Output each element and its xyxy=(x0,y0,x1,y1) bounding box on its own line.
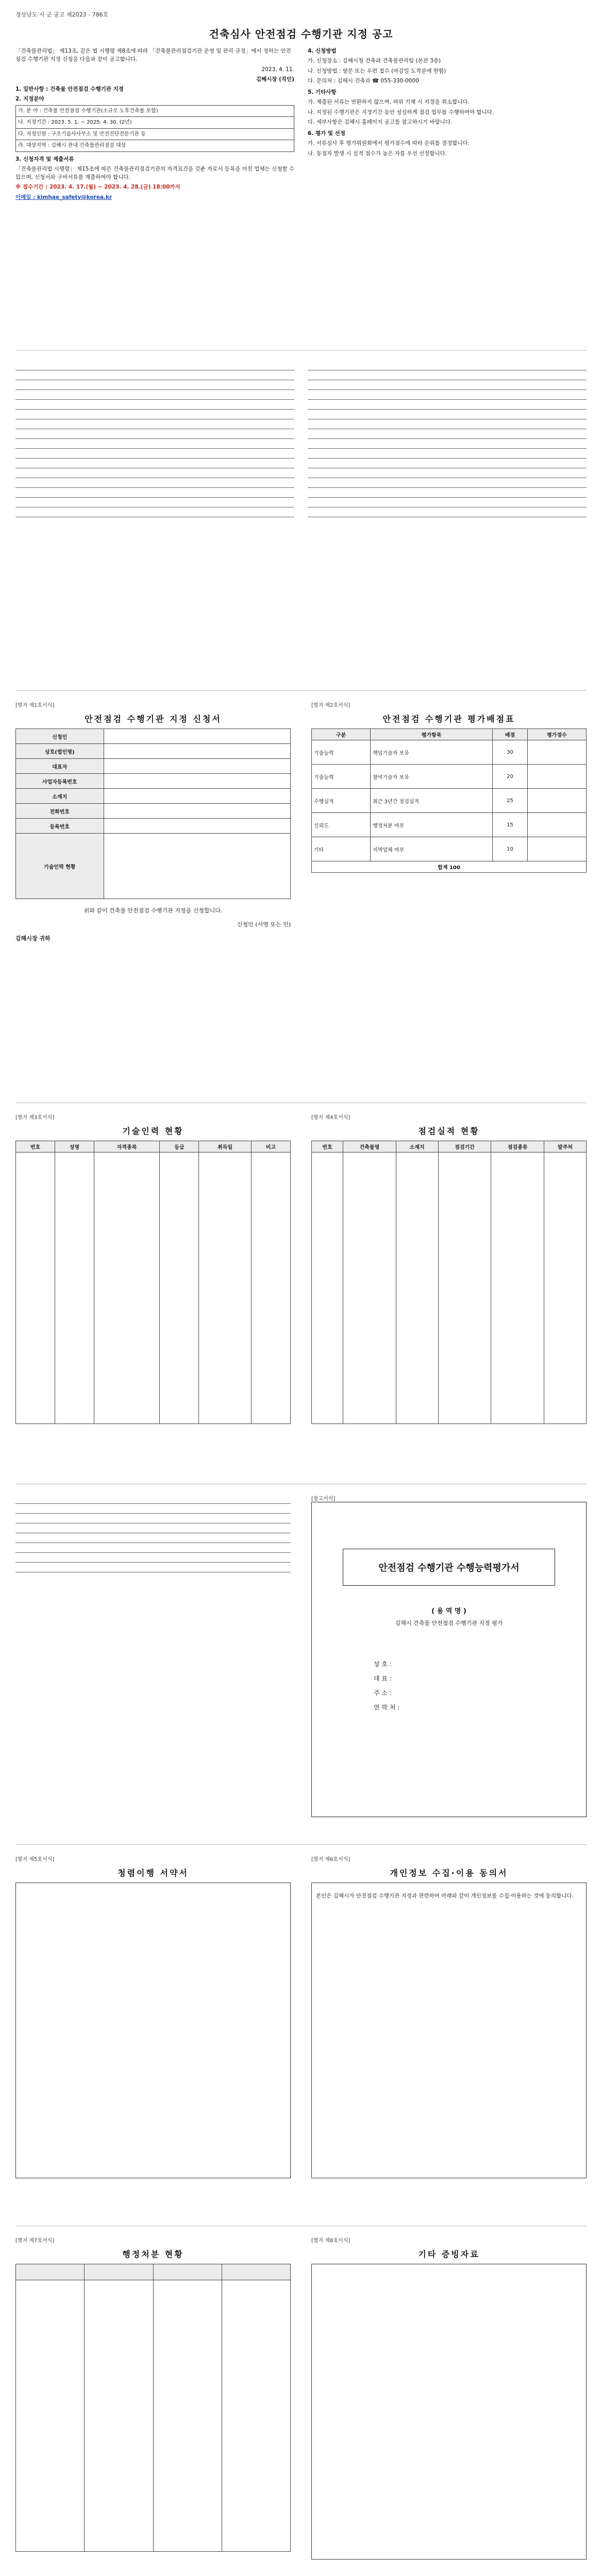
form6-tag: [별지 제6호서식] xyxy=(311,1857,350,1862)
form2-header: 평가점수 xyxy=(527,729,586,740)
section-field: 2. 지정분야 xyxy=(15,96,44,103)
etc-item: 나. 지정된 수행기관은 지정기간 동안 성실하게 점검 업무를 수행하여야 합니다. xyxy=(308,109,494,115)
forms-page-4 xyxy=(15,2236,587,2576)
section-apply-method: 4. 신청방법 xyxy=(308,48,337,54)
form2 xyxy=(311,701,587,948)
form1-sign: 신청인 (서명 또는 인) xyxy=(237,921,291,928)
form2-header: 배점 xyxy=(493,729,528,740)
announcement-date: 2023. 4. 11. xyxy=(261,66,294,73)
form2-title: 안전점검 수행기관 평가배점표 xyxy=(382,714,515,724)
form4-tag: [별지 제4호서식] xyxy=(311,1115,350,1121)
contact-email-link[interactable]: 이메일 : kimhae_safety@korea.kr xyxy=(15,194,112,200)
form2-total: 합계 100 xyxy=(312,861,587,873)
cover-box xyxy=(311,1502,587,1817)
form6-body: 본인은 김해시가 안전점검 수행기관 지정과 관련하여 아래와 같이 개인정보를 수집·이용하는 것에 동의합니다. xyxy=(311,1883,587,2178)
qualification-body: 「건축물관리법 시행령」 제15조에 따른 건축물관리점검기관의 자격요건을 갖춘 자로서 등록을 마친 업체는 신청할 수 있으며, 신청서와 구비서류를 제출하여야 합니다. xyxy=(15,165,294,181)
form1-to: 김해시장 귀하 xyxy=(15,935,51,942)
form1-title: 안전점검 수행기관 지정 신청서 xyxy=(85,714,222,724)
table-row: 수행실적 최근 3년간 점검실적 25 xyxy=(312,789,587,813)
table-row: 기타 지역업체 여부 10 xyxy=(312,837,587,861)
forms-page-1 xyxy=(15,701,587,1092)
form6-title: 개인정보 수집·이용 동의서 xyxy=(390,1868,508,1878)
form3-title: 기술인력 현황 xyxy=(122,1126,184,1136)
evaluation-item: 가. 서류심사 후 평가위원회에서 평가점수에 따라 순위를 결정합니다. xyxy=(308,140,470,147)
announcement-continued-page xyxy=(15,361,587,680)
form2-header: 구분 xyxy=(312,729,371,740)
form4-title: 점검실적 현황 xyxy=(418,1126,480,1136)
cover-left-blank xyxy=(15,1494,291,1817)
continued-left-column xyxy=(15,361,294,517)
section-etc: 5. 기타사항 xyxy=(308,89,337,96)
table-row: 신뢰도 행정처분 여부 15 xyxy=(312,813,587,837)
cover-page xyxy=(15,1494,587,1834)
gazette-header: 경상남도 시·군 공고 제2023 - 786호 xyxy=(15,11,109,18)
apply-method: 나. 신청방법 : 방문 또는 우편 접수 (마감일 도착분에 한함) xyxy=(308,67,446,74)
form3-table: 번호 성명 자격종목 등급 취득일 비고 xyxy=(15,1141,291,1424)
announcement-right-column xyxy=(308,47,587,203)
deadline-notice: ※ 접수기간 : 2023. 4. 17.(월) ~ 2023. 4. 28.(금) 18:00까지 xyxy=(15,184,180,191)
form2-tag: [별지 제2호서식] xyxy=(311,703,350,708)
form5 xyxy=(15,1855,291,2178)
page-separator xyxy=(15,690,587,691)
form1-row-label: 소재지 xyxy=(16,789,104,804)
cover-box-title: 안전점검 수행기관 수행능력평가서 xyxy=(343,1549,555,1586)
form8-body xyxy=(311,2264,587,2560)
form1-row-label: 신청인 xyxy=(16,729,104,744)
form6 xyxy=(311,1855,587,2178)
form5-title: 청렴이행 서약서 xyxy=(118,1868,189,1878)
apply-contact: 다. 문의처 : 김해시 건축과 ☎ 055-330-0000 xyxy=(308,77,419,84)
table-row: 기술능력 참여기술자 보유 20 xyxy=(312,765,587,789)
table-row: 기술능력 책임기술자 보유 30 xyxy=(312,740,587,765)
field-row: 라. 대상지역 : 김해시 관내 건축물관리점검 대상 xyxy=(16,140,294,152)
form2-table xyxy=(311,728,587,873)
page-separator xyxy=(15,1844,587,1845)
form8-title: 기타 증빙자료 xyxy=(418,2249,480,2259)
form7-tag: [별지 제7호서식] xyxy=(15,2238,55,2244)
section-qualification: 3. 신청자격 및 제출서류 xyxy=(15,156,74,162)
cover-tag: [참고서식] xyxy=(311,1496,336,1502)
form7-table xyxy=(15,2264,291,2552)
field-row: 가. 분 야 : 건축물 안전점검 수행기관(소규모 노후건축물 포함) xyxy=(16,105,294,117)
cover-labels: 상 호 : 대 표 : 주 소 : 연 락 처 : xyxy=(374,1660,400,1711)
forms-page-2 xyxy=(15,1113,587,1473)
form1-row-label: 사업자등록번호 xyxy=(16,774,104,789)
form1-table xyxy=(15,728,291,899)
announcement-issuer: 김해시장 (직인) xyxy=(256,76,294,82)
announcement-intro: 「건축물관리법」 제13조, 같은 법 시행령 제8조에 따라 「건축물관리점검기관 운영 및 관리 규정」에서 정하는 안전점검 수행기관 지정 신청을 다음과 같이 공고합니다. xyxy=(15,48,291,63)
form1-row-label: 기술인력 현황 xyxy=(16,834,104,899)
evaluation-item: 나. 동점자 발생 시 실적 점수가 높은 자를 우선 선정합니다. xyxy=(308,150,447,157)
continued-right-column xyxy=(308,361,587,517)
etc-item: 다. 세부사항은 김해시 홈페이지 공고를 참고하시기 바랍니다. xyxy=(308,118,453,125)
forms-page-3 xyxy=(15,1855,587,2215)
form1-row-label: 전화번호 xyxy=(16,804,104,819)
section-general: 1. 일반사항 : 건축물 안전점검 수행기관 지정 xyxy=(15,86,124,93)
form8-tag: [별지 제8호서식] xyxy=(311,2238,350,2244)
form1-row-label: 대표자 xyxy=(16,759,104,774)
form5-body xyxy=(15,1883,291,2178)
form7 xyxy=(15,2236,291,2560)
form4 xyxy=(311,1113,587,1424)
form1-row-label: 등록번호 xyxy=(16,819,104,834)
form7-title: 행정처분 현황 xyxy=(122,2249,184,2259)
form2-header: 평가항목 xyxy=(371,729,493,740)
field-row: 다. 지정인원 : 구조기술사사무소 및 안전진단전문기관 등 xyxy=(16,128,294,140)
cover-sub2: 김해시 건축물 안전점검 수행기관 지정 평가 xyxy=(395,1620,503,1626)
page-separator xyxy=(15,350,587,351)
announcement-page xyxy=(15,10,587,340)
cover-form xyxy=(311,1494,587,1817)
etc-item: 가. 제출된 서류는 반환하지 않으며, 허위 기재 시 지정을 취소합니다. xyxy=(308,99,470,106)
form1 xyxy=(15,701,291,948)
field-row: 나. 지정기간 : 2023. 5. 1. ~ 2025. 4. 30. (2년) xyxy=(16,117,294,129)
announcement-title: 건축심사 안전점검 수행기관 지정 공고 xyxy=(209,28,393,40)
form1-row-label: 상호(법인명) xyxy=(16,744,104,759)
form4-table: 번호 건축물명 소재지 점검기간 점검종류 발주처 xyxy=(311,1141,587,1424)
form3 xyxy=(15,1113,291,1424)
form1-tag: [별지 제1호서식] xyxy=(15,703,55,708)
cover-sub: ( 용 역 명 ) xyxy=(431,1607,466,1615)
form5-tag: [별지 제5호서식] xyxy=(15,1857,55,1862)
form8 xyxy=(311,2236,587,2560)
field-table xyxy=(15,105,294,152)
announcement-left-column xyxy=(15,47,294,203)
form3-tag: [별지 제3호서식] xyxy=(15,1115,55,1121)
apply-place: 가. 신청장소 : 김해시청 건축과 건축물관리팀 (본관 3층) xyxy=(308,58,441,64)
section-evaluation: 6. 평가 및 선정 xyxy=(308,130,345,137)
form1-footer: 위와 같이 건축물 안전점검 수행기관 지정을 신청합니다. xyxy=(83,907,223,914)
